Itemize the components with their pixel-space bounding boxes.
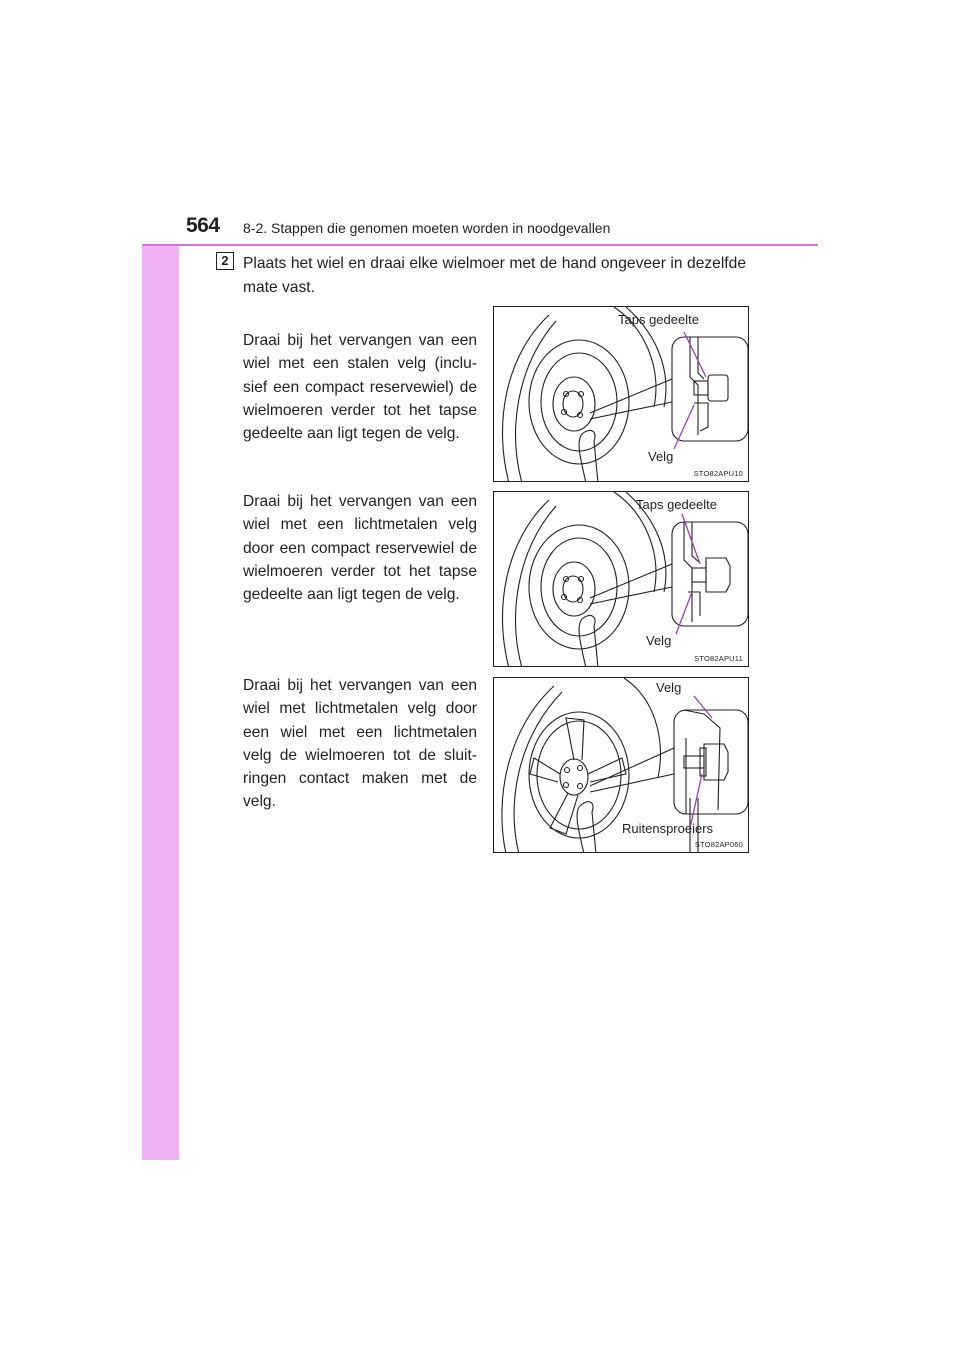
callout-rim: Velg (646, 633, 672, 648)
section-2-text: Draai bij het vervangen van een wiel met een lichtmetalen velg door een compact reservewiel de wielmoeren verder tot het tapse gedeelte aan ligt tegen de velg. (243, 493, 477, 604)
section-1-text: Draai bij het vervangen van een wiel met een stalen velg (inclu-sief een compact reservewiel) de wielmoeren verder tot het tapse gedeelte aan ligt tegen de velg. (243, 332, 477, 443)
callout-rim: Velg (656, 680, 682, 695)
figure-code: STO82APU10 (693, 469, 743, 478)
figure-steel-rim (493, 306, 749, 482)
chapter-sidebar-tab (142, 196, 179, 1160)
step-number-badge: 2 (216, 252, 234, 270)
callout-washers: Ruitensproeiers (622, 821, 714, 836)
header-rule (142, 244, 818, 246)
figure-code: STO82APU11 (694, 654, 743, 663)
chapter-title: 8-2. Stappen die genomen moeten worden in noodgevallen (243, 220, 611, 236)
callout-tapered-part: Taps gedeelte (636, 497, 717, 512)
step-instruction: Plaats het wiel en draai elke wielmoer met de hand ongeveer in dezelfde mate vast. (243, 255, 746, 296)
wheel-illustration (494, 492, 749, 667)
page-number: 564 (186, 214, 220, 237)
figure-alloy-rim-spare (493, 491, 749, 667)
callout-rim: Velg (648, 449, 674, 464)
section-3-text: Draai bij het vervangen van een wiel met lichtmetalen velg door een wiel met een lichtmetalen velg de wielmoeren tot de sluit-ringen contact maken met de velg. (243, 677, 477, 811)
figure-alloy-rim-washer (493, 677, 749, 853)
wheel-illustration (494, 307, 749, 482)
figure-code: STO82AP060 (694, 840, 743, 849)
callout-tapered-part: Taps gedeelte (618, 312, 699, 327)
